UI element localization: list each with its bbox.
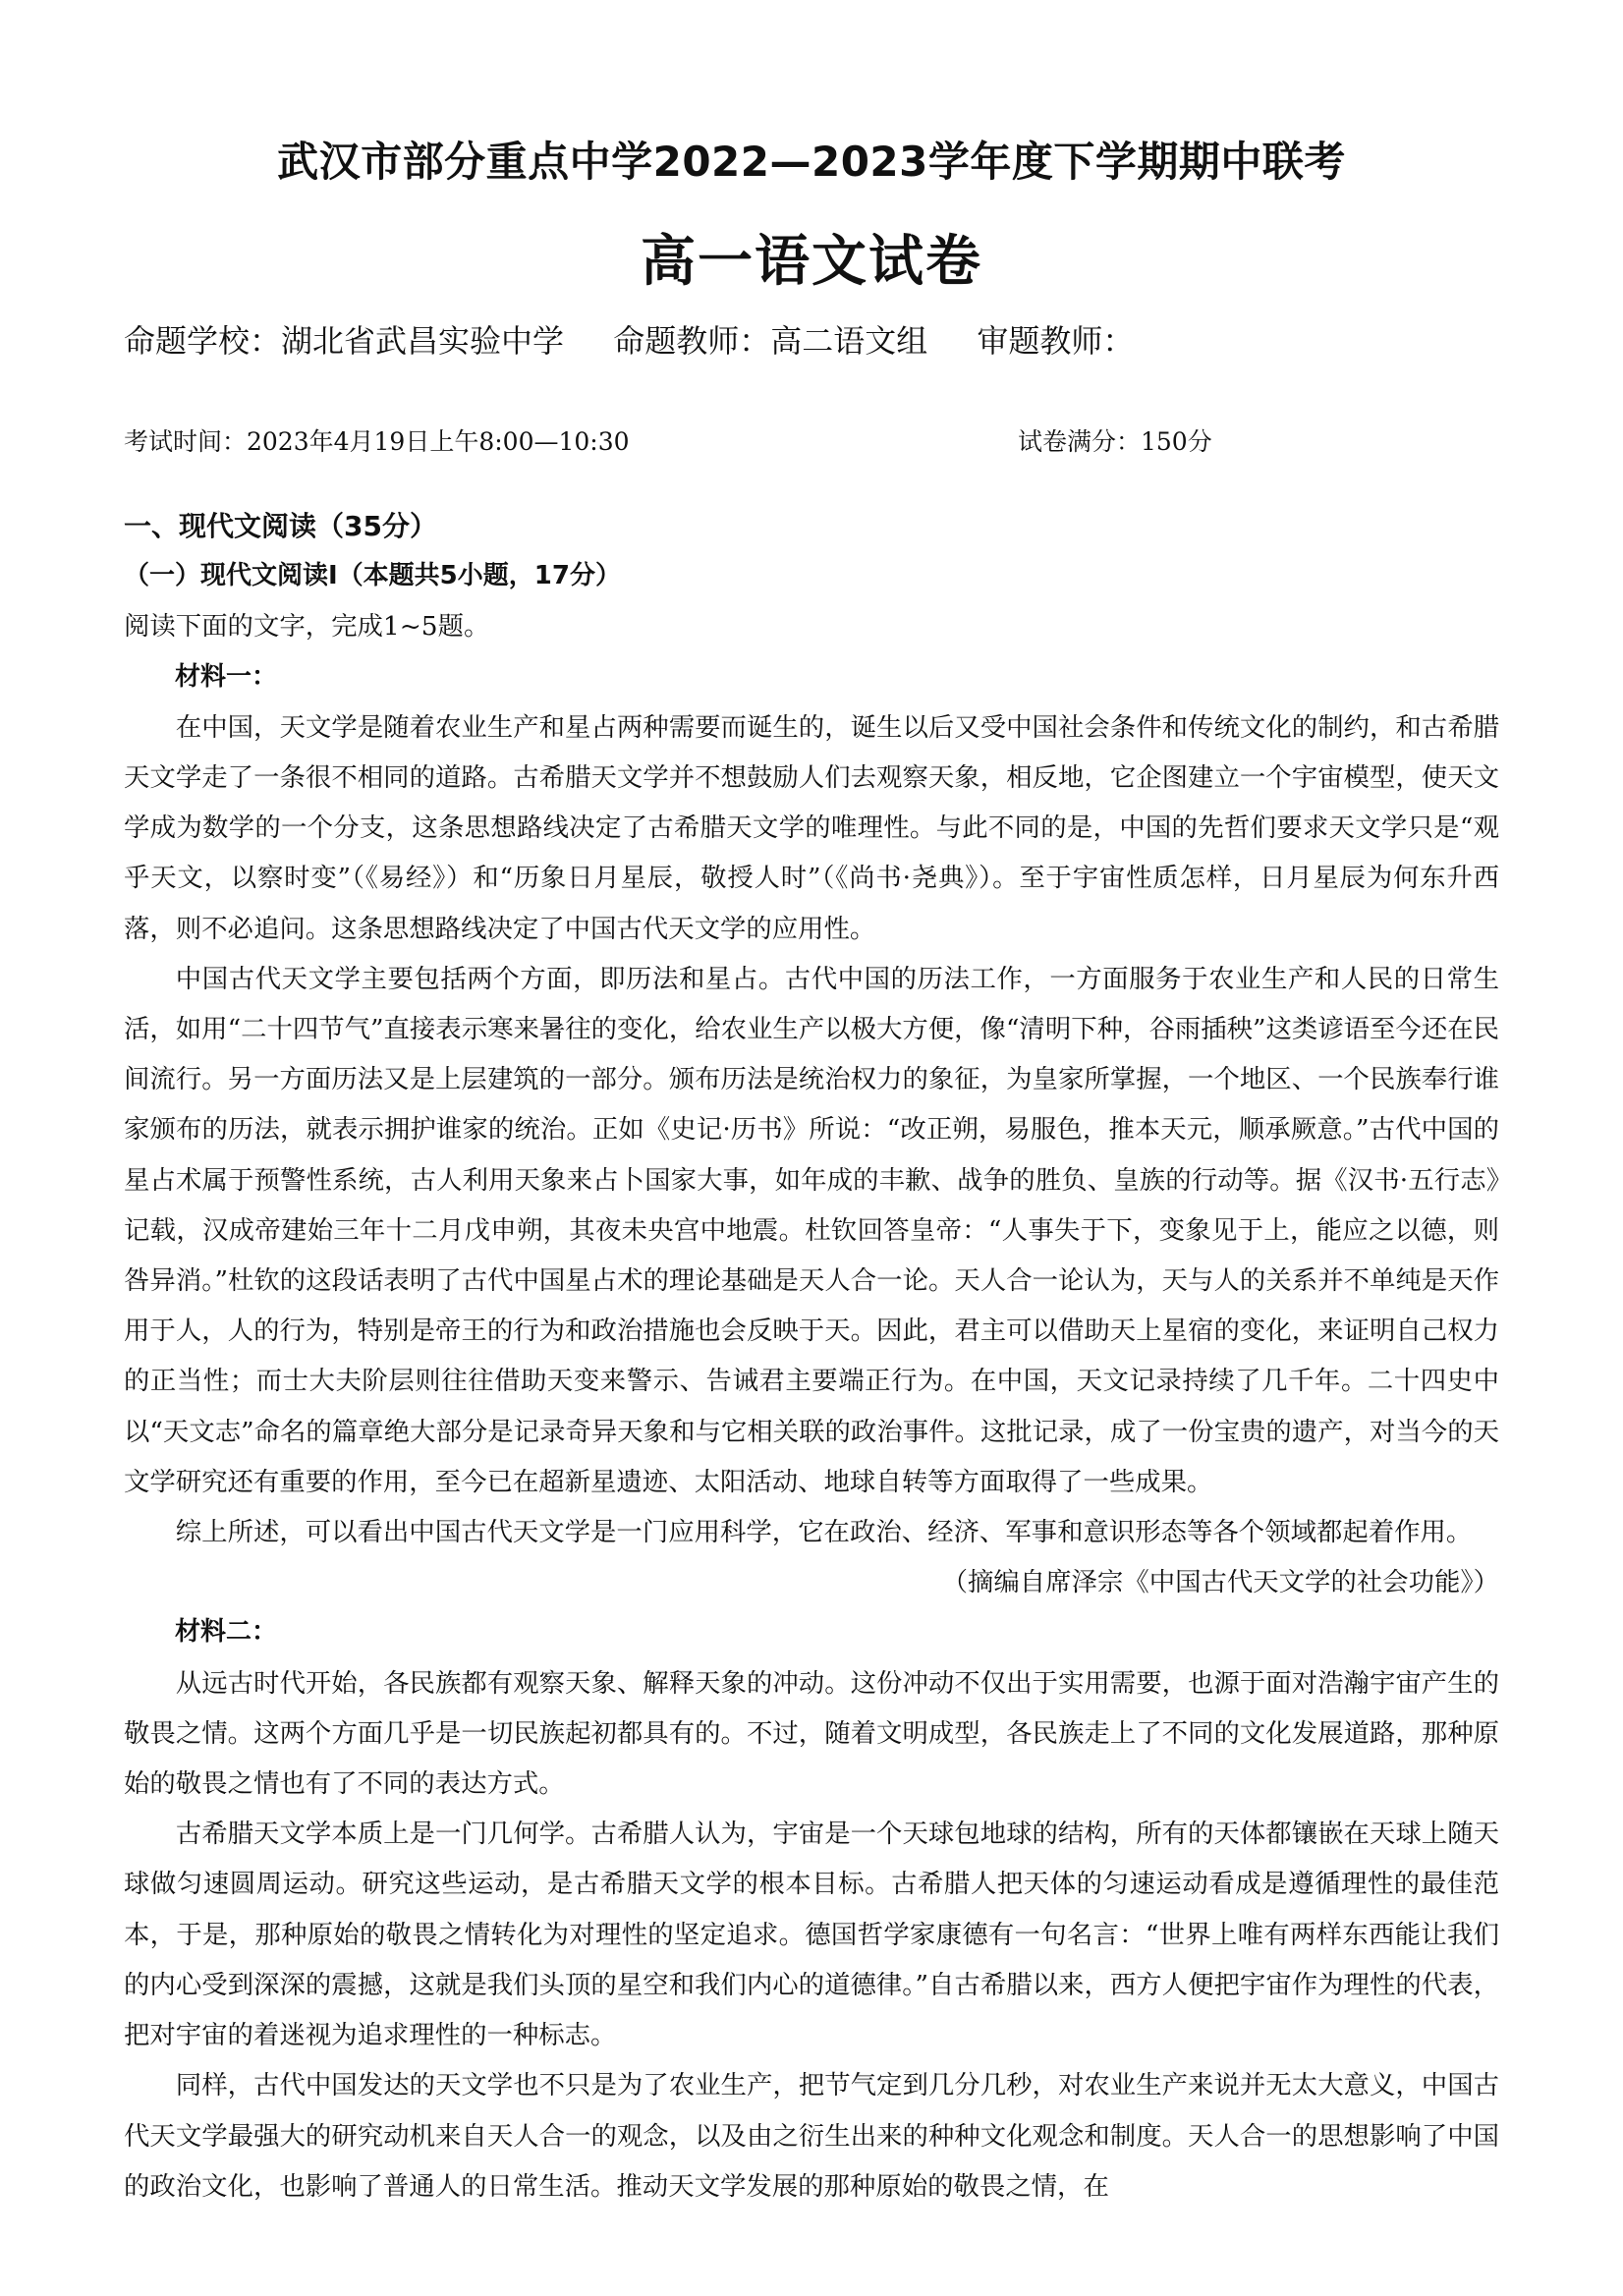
material-one-source: （摘编自席泽宗《中国古代天文学的社会功能》） <box>941 1567 1499 1598</box>
paper-title: 高一语文试卷 <box>641 230 982 294</box>
material-two-paragraph: 从远古时代开始，各民族都有观察天象、解释天象的冲动。这份冲动不仅出于实用需要，也源于面对浩瀚宇宙产生的敬畏之情。这两个方面几乎是一切民族起初都具有的。不过，随着文明成型，各民族走上了不同的文化发展道路，那种原始的敬畏之情也有了不同的表达方式。 <box>124 1667 1499 1800</box>
material-one-paragraph: 在中国，天文学是随着农业生产和星占两种需要而诞生的，诞生以后又受中国社会条件和传统文化的制约，和古希腊天文学走了一条很不相同的道路。古希腊天文学并不想鼓励人们去观察天象，相反地，它企图建立一个宇宙模型，使天文学成为数学的一个分支，这条思想路线决定了古希腊天文学的唯理性。与此不同的是，中国的先哲们要求天文学只是“观乎天文，以察时变”（《易经》）和“历象日月星辰，敬授人时”（《尚书·尧典》）。至于宇宙性质怎样，日月星辰为何东升西落，则不必追问。这条思想路线决定了中国古代天文学的应用性。 <box>124 711 1499 944</box>
authoring-teacher: 命题教师：高二语文组 <box>613 322 928 360</box>
material-one-paragraph: 中国古代天文学主要包括两个方面，即历法和星占。古代中国的历法工作，一方面服务于农业生产和人民的日常生活，如用“二十四节气”直接表示寒来暑往的变化，给农业生产以极大方便，像“清明下种，谷雨插秧”这类谚语至今还在民间流行。另一方面历法又是上层建筑的一部分。颁布历法是统治权力的象征，为皇家所掌握，一个地区、一个民族奉行谁家颁布的历法，就表示拥护谁家的统治。正如《史记·历书》所说：“改正朔，易服色，推本天元，顺承厥意。”古代中国的星占术属于预警性系统，古人利用天象来占卜国家大事，如年成的丰歉、战争的胜负、皇族的行动等。据《汉书·五行志》记载，汉成帝建始三年十二月戊申朔，其夜未央宫中地震。杜钦回答皇帝：“人事失于下，变象见于上，能应之以德，则咎异消。”杜钦的这段话表明了古代中国星占术的理论基础是天人合一论。天人合一论认为，天与人的关系并不单纯是天作用于人，人的行为，特别是帝王的行为和政治措施也会反映于天。因此，君主可以借助天上星宿的变化，来证明自己权力的正当性；而士大夫阶层则往往借助天变来警示、告诫君主要端正行为。在中国，天文记录持续了几千年。二十四史中以“天文志”命名的篇章绝大部分是记录奇异天象和与它相关联的政治事件。这批记录，成了一份宝贵的遗产，对当今的天文学研究还有重要的作用，至今已在超新星遗迹、太阳活动、地球自转等方面取得了一些成果。 <box>124 963 1499 1497</box>
exam-info <box>124 422 1499 458</box>
authoring-info <box>124 316 1173 362</box>
subsection-title: （一）现代文阅读Ⅰ（本题共5小题，17分） <box>124 561 621 591</box>
exam-title: 武汉市部分重点中学2022—2023学年度下学期期中联考 <box>277 138 1346 186</box>
material-two-paragraph: 同样，古代中国发达的天文学也不只是为了农业生产，把节气定到几分几秒，对农业生产来说并无太大意义，中国古代天文学最强大的研究动机来自天人合一的观念，以及由之衍生出来的种种文化观念和制度。天人合一的思想影响了中国的政治文化，也影响了普通人的日常生活。推动天文学发展的那种原始的敬畏之情，在 <box>124 2070 1499 2202</box>
section-title: 一、现代文阅读（35分） <box>124 510 437 542</box>
full-score: 试卷满分：150分 <box>1018 427 1212 456</box>
reading-instruction: 阅读下面的文字，完成1~5题。 <box>124 611 490 643</box>
material-one-heading: 材料一： <box>175 661 278 692</box>
material-two-paragraph: 古希腊天文学本质上是一门几何学。古希腊人认为，宇宙是一个天球包地球的结构，所有的天体都镶嵌在天球上随天球做匀速圆周运动。研究这些运动，是古希腊天文学的根本目标。古希腊人把天体的匀速运动看成是遵循理性的最佳范本，于是，那种原始的敬畏之情转化为对理性的坚定追求。德国哲学家康德有一句名言：“世界上唯有两样东西能让我们的内心受到深深的震撼，这就是我们头顶的星空和我们内心的道德律。”自古希腊以来，西方人便把宇宙作为理性的代表，把对宇宙的着迷视为追求理性的一种标志。 <box>124 1819 1499 2051</box>
reviewing-teacher: 审题教师： <box>977 322 1135 360</box>
reading-content <box>124 501 1499 2212</box>
exam-time: 考试时间：2023年4月19日上午8:00—10:30 <box>124 427 630 456</box>
authoring-school: 命题学校：湖北省武昌实验中学 <box>124 322 565 360</box>
material-two-heading: 材料二： <box>175 1617 278 1648</box>
material-one-paragraph: 综上所述，可以看出中国古代天文学是一门应用科学，它在政治、经济、军事和意识形态等各个领域都起着作用。 <box>175 1517 1473 1548</box>
